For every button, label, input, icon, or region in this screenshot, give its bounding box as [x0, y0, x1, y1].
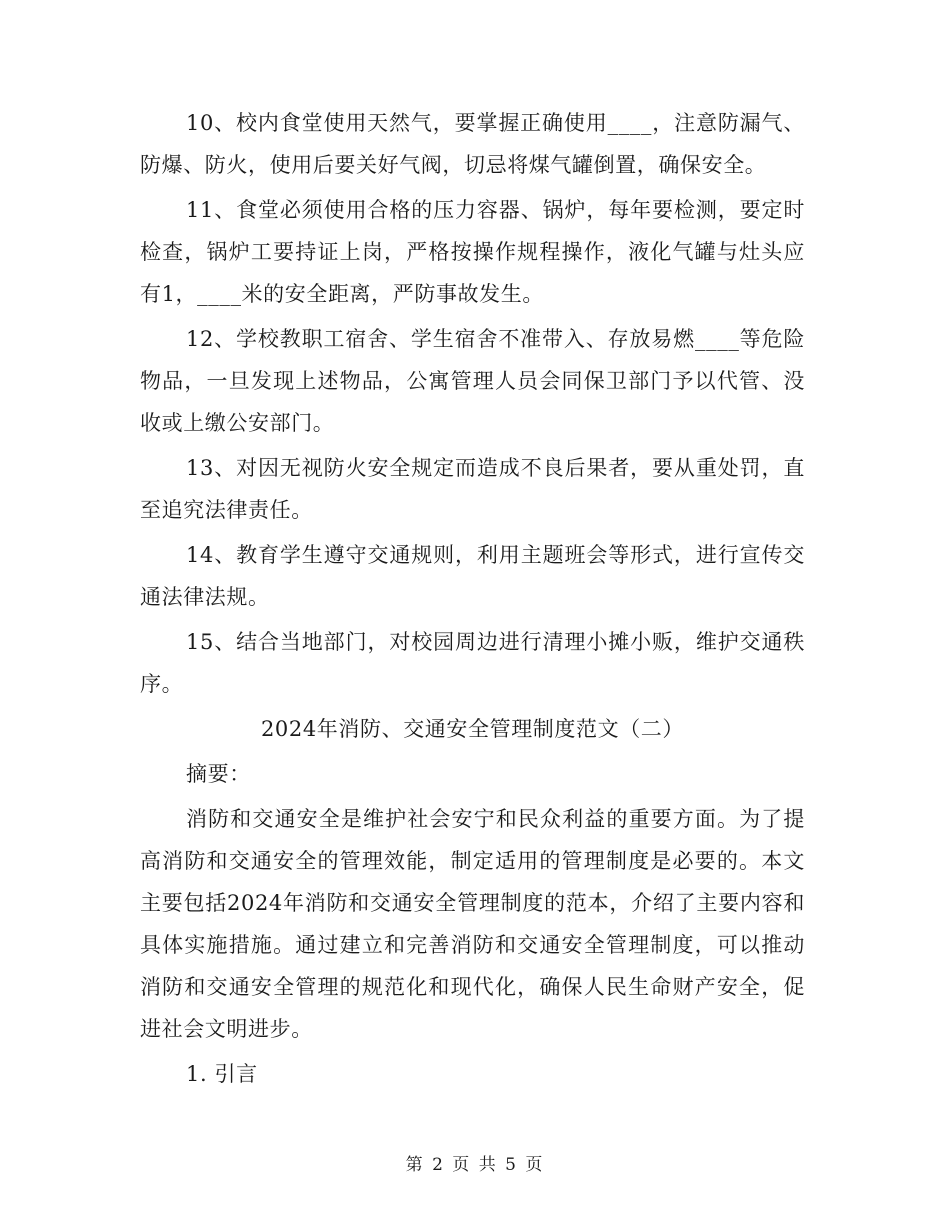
paragraph-item-14: 14、教育学生遵守交通规则，利用主题班会等形式，进行宣传交通法律法规。 — [140, 543, 805, 609]
section-title: 2024年消防、交通安全管理制度范文（二） — [260, 717, 685, 741]
abstract-text: 消防和交通安全是维护社会安宁和民众利益的重要方面。为了提高消防和交通安全的管理效能，制定适用的管理制度是必要的。本文主要包括2024年消防和交通安全管理制度的范本，介绍了主要内容和具体实施措施。通过建立和完善消防和交通安全管理制度，可以推动消防和交通安全管理的规范化和现代化，确保人民生命财产安全，促进社会文明进步。 — [140, 807, 805, 1041]
page-number-footer: 第 2 页 共 5 页 — [405, 1155, 545, 1175]
paragraph-item-13: 13、对因无视防火安全规定而造成不良后果者，要从重处罚，直至追究法律责任。 — [140, 456, 805, 522]
paragraph-item-15: 15、结合当地部门，对校园周边进行清理小摊小贩，维护交通秩序。 — [140, 630, 805, 696]
paragraph-item-10: 10、校内食堂使用天然气，要掌握正确使用____，注意防漏气、防爆、防火，使用后要关好气阀，切忌将煤气罐倒置，确保安全。 — [140, 111, 805, 177]
document-body — [140, 102, 805, 1098]
abstract-label: 摘要： — [186, 762, 251, 786]
paragraph-item-12: 12、学校教职工宿舍、学生宿舍不准带入、存放易燃____等危险物品，一旦发现上述物品，公寓管理人员会同保卫部门予以代管、没收或上缴公安部门。 — [140, 327, 805, 435]
paragraph-item-11: 11、食堂必须使用合格的压力容器、锅炉，每年要检测，要定时检查，锅炉工要持证上岗，严格按操作规程操作，液化气罐与灶头应有1，____米的安全距离，严防事故发生。 — [140, 198, 805, 306]
intro-heading: 1. 引言 — [186, 1062, 258, 1086]
